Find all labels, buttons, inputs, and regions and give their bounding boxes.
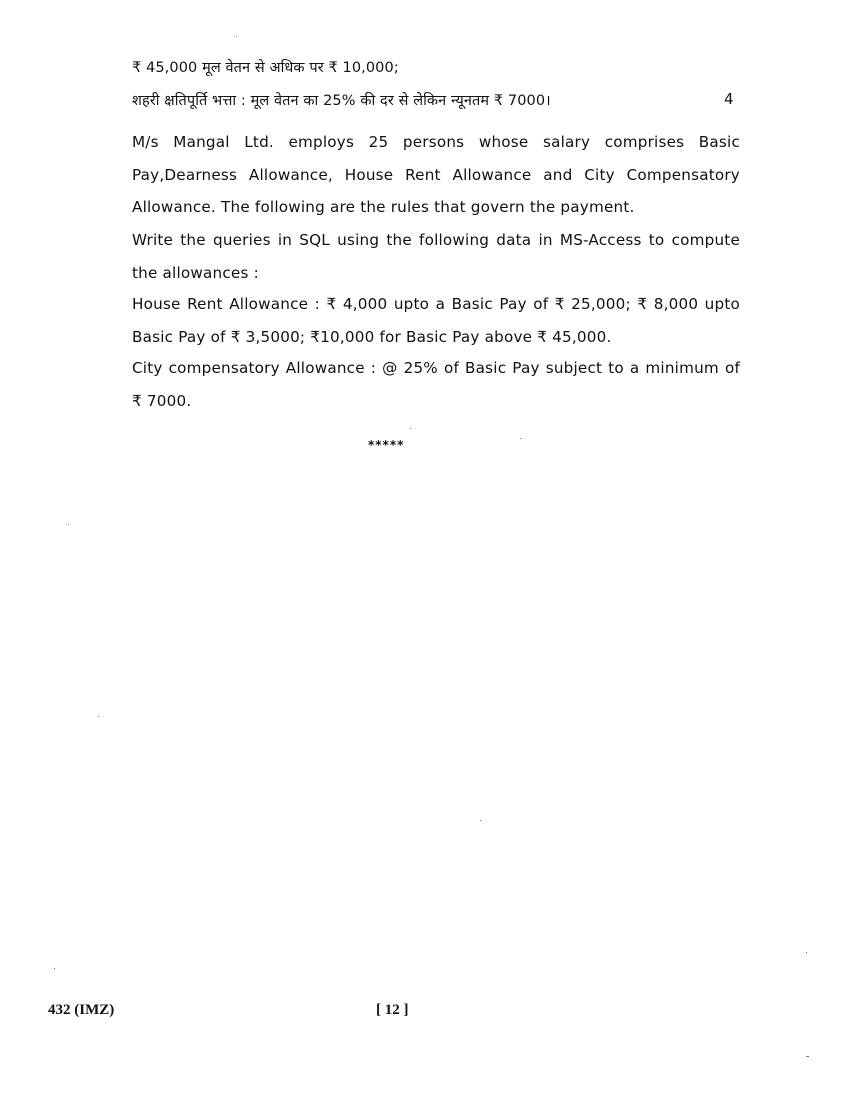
paper-code: 432 (IMZ) — [48, 1002, 115, 1018]
scan-speck — [806, 1056, 809, 1057]
question-marks: 4 — [724, 90, 734, 108]
scan-speck — [480, 820, 481, 821]
scan-speck — [68, 524, 69, 525]
scan-speck — [520, 438, 521, 439]
scan-speck — [236, 36, 237, 37]
end-marker: ***** — [368, 438, 405, 452]
scan-speck — [410, 428, 411, 429]
page-number: [ 12 ] — [376, 1002, 409, 1018]
hindi-line-2: शहरी क्षतिपूर्ति भत्ता : मूल वेतन का 25% की दर से लेकिन न्यूनतम ₹ 7000। — [132, 93, 551, 109]
hindi-line-1: ₹ 45,000 मूल वेतन से अधिक पर ₹ 10,000; — [132, 60, 399, 76]
scan-speck — [806, 952, 807, 953]
english-paragraph-1: M/s Mangal Ltd. employs 25 persons whose salary comprises Basic Pay,Dearness Allowance, House Rent Allowance and City Compensatory Allowance. The following are the rules that govern the payment. — [132, 133, 740, 216]
english-paragraph-3: House Rent Allowance : ₹ 4,000 upto a Basic Pay of ₹ 25,000; ₹ 8,000 upto Basic Pay of ₹ 3,5000; ₹10,000 for Basic Pay above ₹ 45,000. — [132, 295, 740, 346]
scan-speck — [54, 968, 55, 969]
english-paragraph-4: City compensatory Allowance : @ 25% of Basic Pay subject to a minimum of ₹ 7000. — [132, 359, 740, 410]
scan-speck — [98, 716, 99, 717]
english-paragraph-2: Write the queries in SQL using the following data in MS-Access to compute the allowances : — [132, 231, 740, 282]
